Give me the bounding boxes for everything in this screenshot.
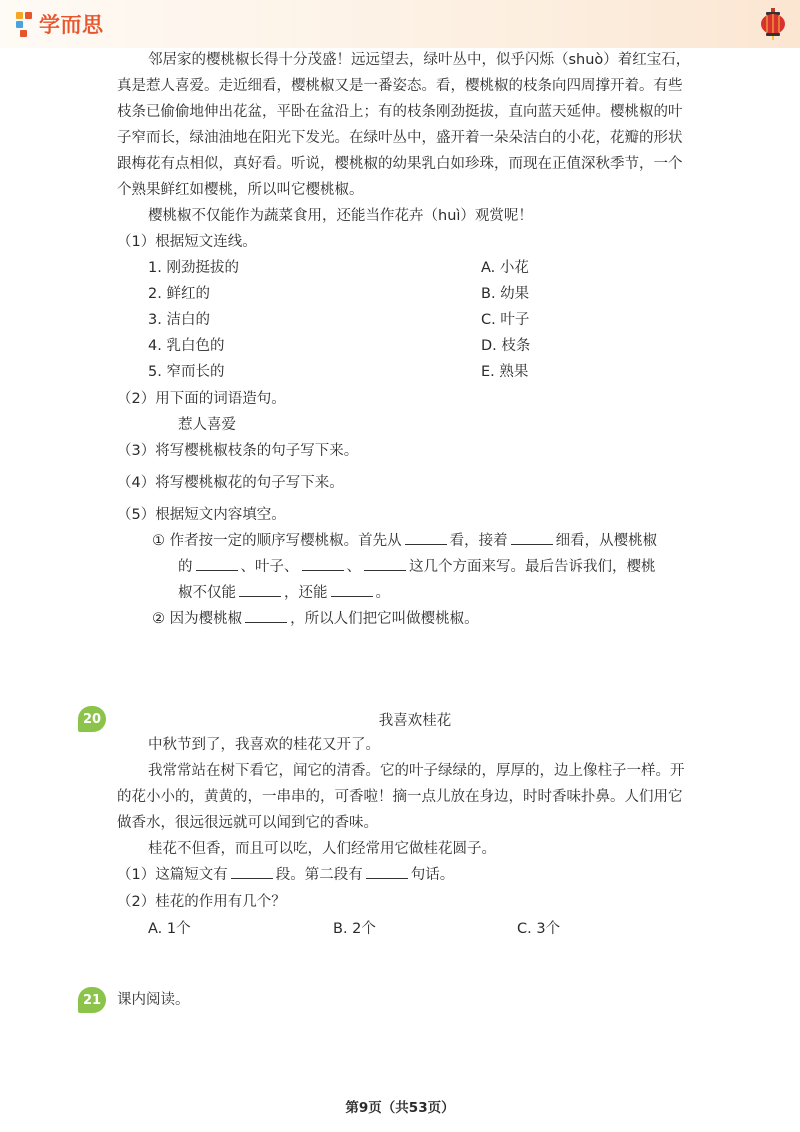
question-5: （5）根据短文内容填空。: [117, 507, 286, 523]
question-text: 课内阅读。: [117, 992, 190, 1008]
match-right-item[interactable]: A. 小花: [481, 260, 529, 276]
answer-blank[interactable]: [196, 557, 238, 571]
passage-line: 个熟果鲜红如樱桃，所以叫它樱桃椒。: [117, 182, 364, 198]
fill-text: ② 因为樱桃椒: [152, 611, 243, 627]
page-number: 第9页（共53页）: [345, 1100, 455, 1116]
answer-blank[interactable]: [364, 557, 406, 571]
passage-line: 跟梅花有点相似，真好看。听说，樱桃椒的幼果乳白如珍珠，而现在正值深秋季节，一个: [117, 156, 683, 172]
fill-text: （1）这篇短文有: [117, 867, 228, 883]
fill-item-2: [152, 609, 479, 629]
passage-title: 我喜欢桂花: [378, 713, 452, 729]
passage-line: 我常常站在树下看它，闻它的清香。它的叶子绿绿的，厚厚的，边上像柱子一样。开: [148, 763, 685, 779]
fill-item-1-line-1: [152, 531, 657, 551]
match-left-item[interactable]: 5. 窄而长的: [148, 364, 225, 380]
answer-blank[interactable]: [405, 531, 447, 545]
question-4: （4）将写樱桃椒花的句子写下来。: [117, 475, 344, 491]
fill-text: ① 作者按一定的顺序写樱桃椒。首先从: [152, 533, 402, 549]
question-1: [117, 865, 454, 885]
question-number-badge: 20: [78, 706, 106, 732]
match-left-item[interactable]: 3. 洁白的: [148, 312, 210, 328]
passage-line: 子窄而长，绿油油地在阳光下发光。在绿叶丛中，盛开着一朵朵洁白的小花，花瓣的形状: [117, 130, 683, 146]
question-number-badge: 21: [78, 987, 106, 1013]
fill-text: 的: [178, 559, 193, 575]
option-c[interactable]: C. 3个: [517, 921, 561, 937]
fill-text: 句话。: [410, 867, 455, 883]
answer-blank[interactable]: [231, 865, 273, 879]
brand-name: 学而思: [39, 13, 104, 37]
fill-text: 。: [375, 585, 390, 601]
passage-line: 桂花不但香，而且可以吃，人们经常用它做桂花圆子。: [148, 841, 496, 857]
question-2-word: 惹人喜爱: [178, 417, 236, 433]
match-right-item[interactable]: C. 叶子: [481, 312, 530, 328]
fill-text: ，所以人们把它叫做樱桃椒。: [290, 611, 479, 627]
fill-item-1-line-3: [178, 583, 390, 603]
answer-blank[interactable]: [366, 865, 408, 879]
question-1: （1）根据短文连线。: [117, 234, 257, 250]
passage-line: 邻居家的樱桃椒长得十分茂盛！远远望去，绿叶丛中，似乎闪烁（shuò）着红宝石，: [148, 52, 691, 68]
question-2: （2）桂花的作用有几个？: [117, 894, 286, 910]
passage-line: 的花小小的，黄黄的，一串串的，可香啦！摘一点儿放在身边，时时香味扑鼻。人们用它: [117, 789, 683, 805]
answer-blank[interactable]: [511, 531, 553, 545]
match-right-item[interactable]: E. 熟果: [481, 364, 529, 380]
answer-blank[interactable]: [331, 583, 373, 597]
match-left-item[interactable]: 4. 乳白色的: [148, 338, 225, 354]
answer-blank[interactable]: [239, 583, 281, 597]
match-right-item[interactable]: D. 枝条: [481, 338, 531, 354]
answer-blank[interactable]: [245, 609, 287, 623]
answer-blank[interactable]: [302, 557, 344, 571]
option-b[interactable]: B. 2个: [333, 921, 376, 937]
fill-text: 这几个方面来写。最后告诉我们，樱桃: [409, 559, 656, 575]
option-a[interactable]: A. 1个: [148, 921, 191, 937]
fill-item-1-line-2: [178, 557, 656, 577]
match-right-item[interactable]: B. 幼果: [481, 286, 530, 302]
fill-text: 椒不仅能: [178, 585, 236, 601]
match-left-item[interactable]: 2. 鲜红的: [148, 286, 210, 302]
fill-text: 段。第二段有: [275, 867, 363, 883]
passage-line: 真是惹人喜爱。走近细看，樱桃椒又是一番姿态。看，樱桃椒的枝条向四周撑开着。有些: [117, 78, 683, 94]
passage-line: 樱桃椒不仅能作为蔬菜食用，还能当作花卉（huì）观赏呢！: [148, 208, 533, 224]
passage-line: 枝条已偷偷地伸出花盆，平卧在盆沿上；有的枝条刚劲挺拔，直向蓝天延伸。樱桃椒的叶: [117, 104, 683, 120]
fill-text: ，还能: [284, 585, 328, 601]
question-2: （2）用下面的词语造句。: [117, 391, 286, 407]
passage-line: 中秋节到了，我喜欢的桂花又开了。: [148, 737, 380, 753]
fill-text: 看，接着: [449, 533, 508, 549]
question-3: （3）将写樱桃椒枝条的句子写下来。: [117, 443, 359, 459]
fill-text: 细看，从樱桃椒: [555, 533, 658, 549]
passage-line: 做香水，很远很远就可以闻到它的香味。: [117, 815, 378, 831]
match-left-item[interactable]: 1. 刚劲挺拔的: [148, 260, 239, 276]
fill-text: 、叶子、: [240, 559, 299, 575]
fill-text: 、: [346, 559, 361, 575]
